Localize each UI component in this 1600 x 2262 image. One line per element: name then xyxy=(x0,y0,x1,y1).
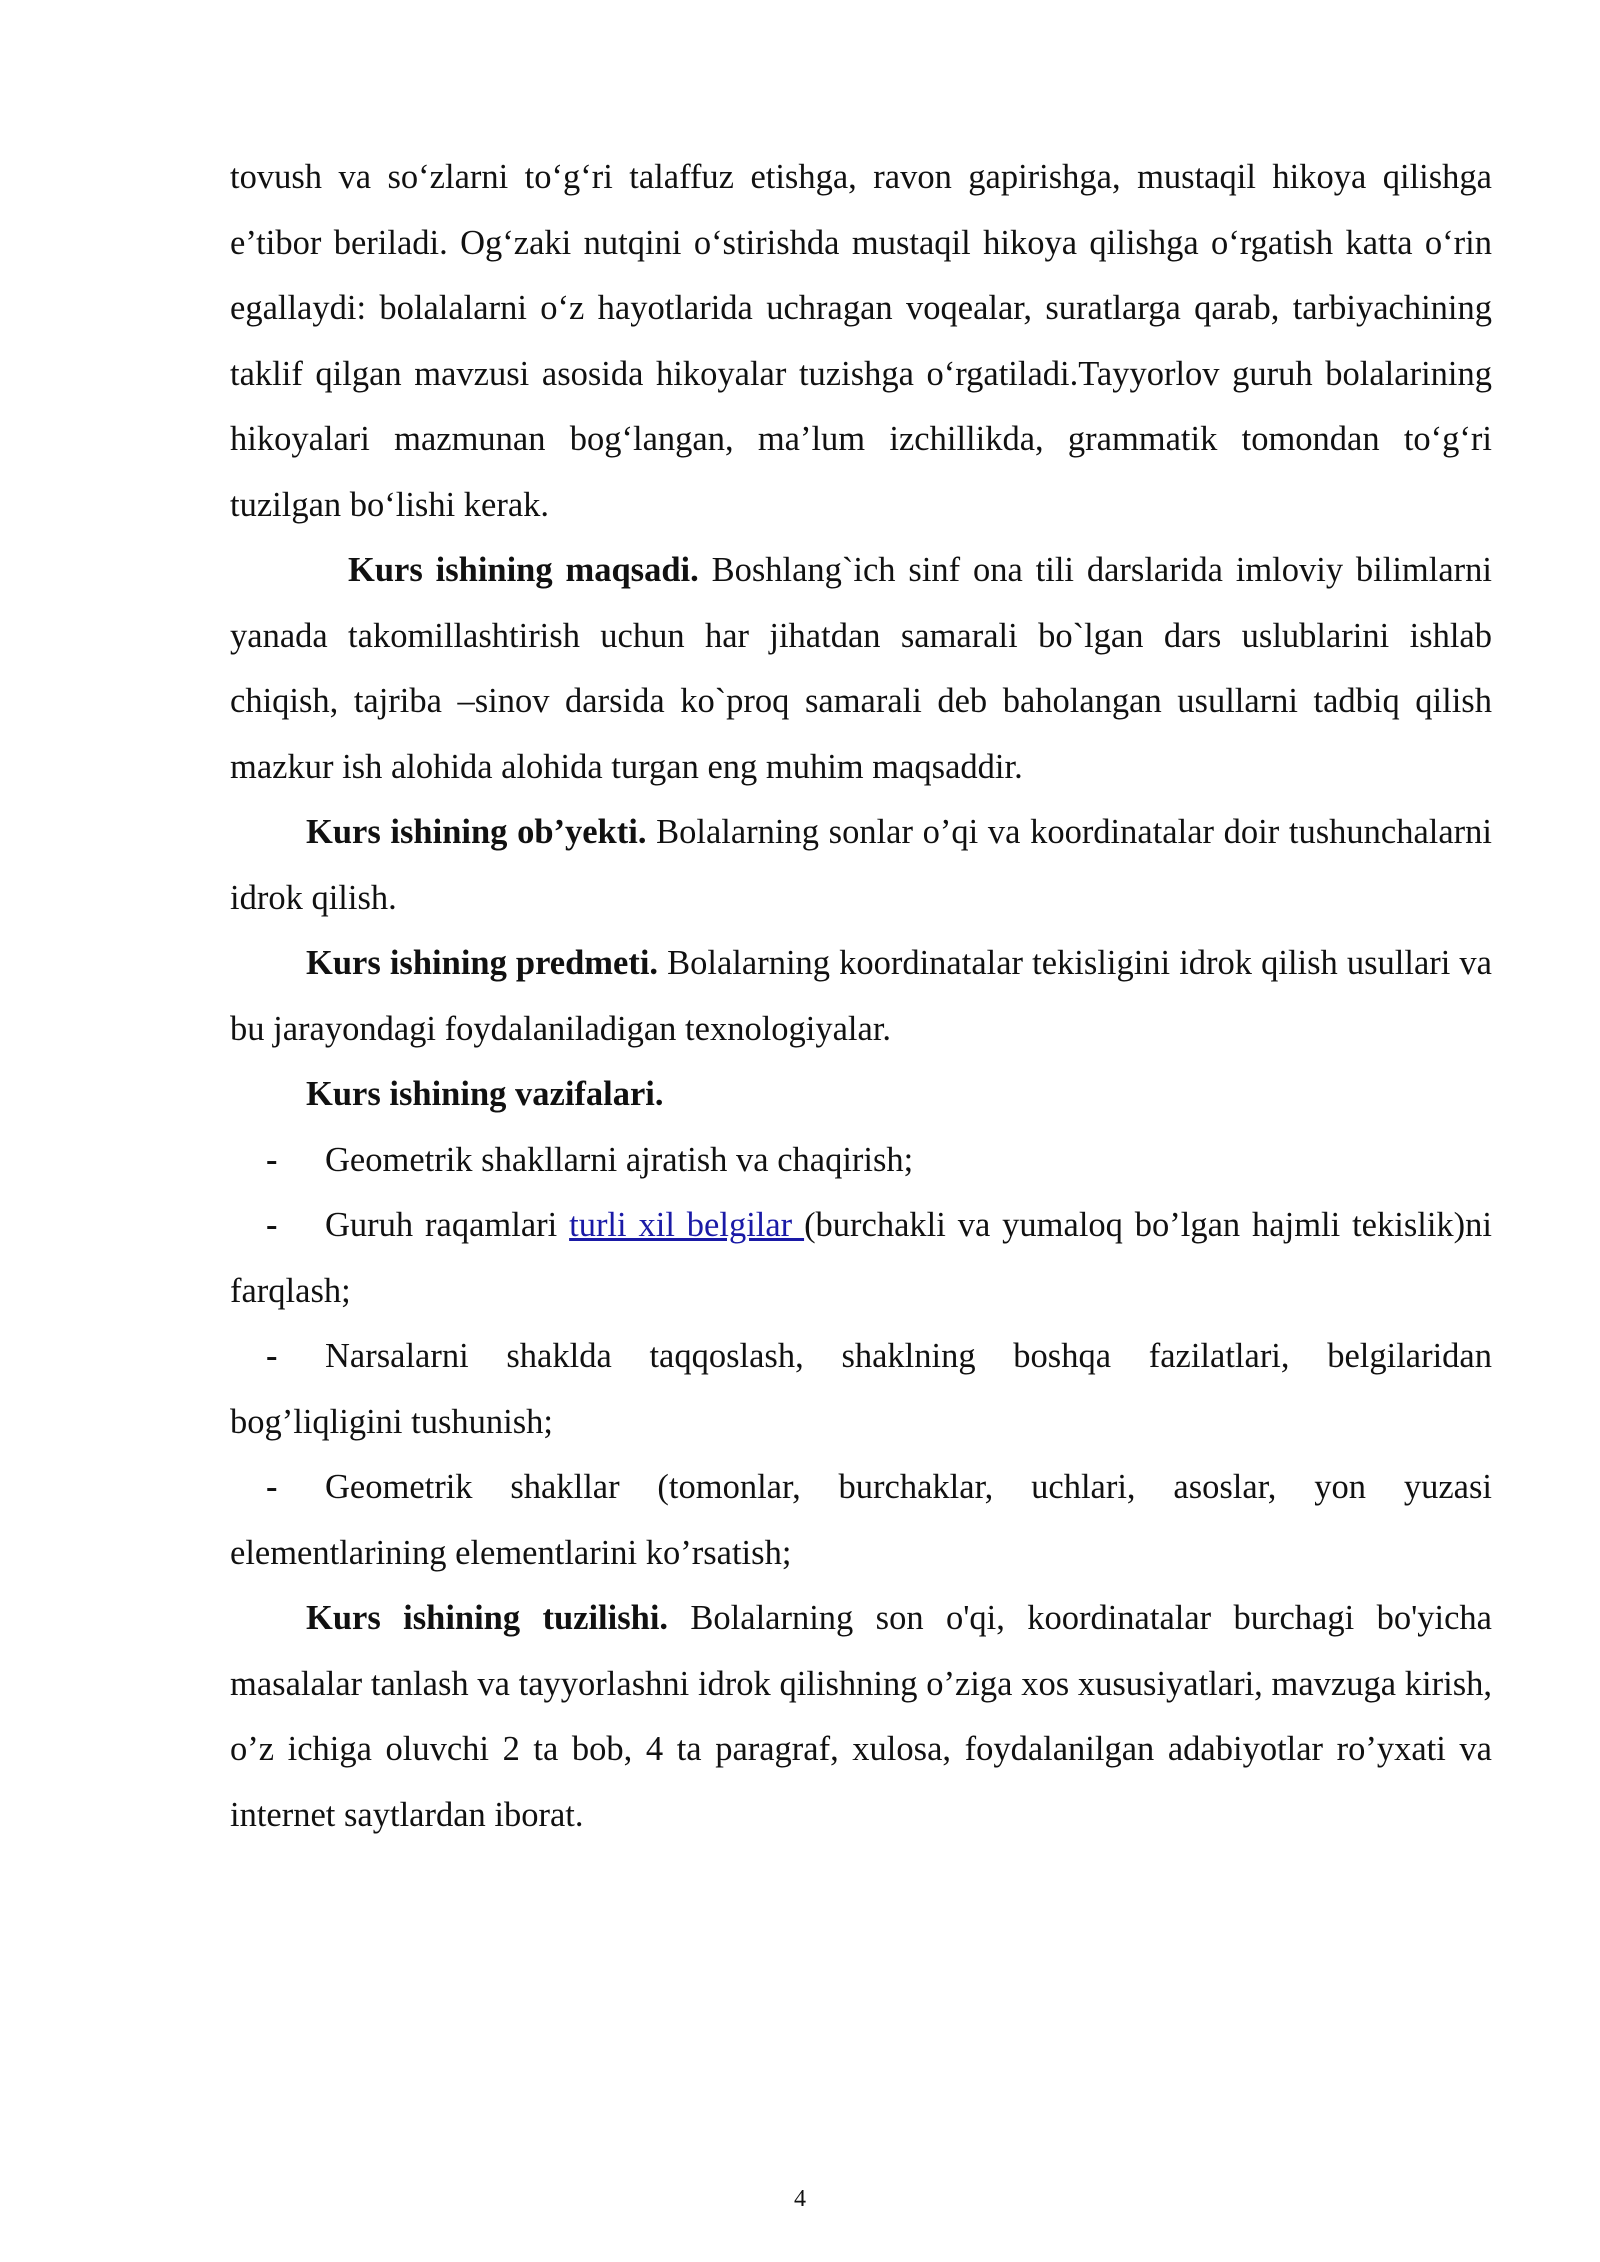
task-item-3 xyxy=(230,1324,1492,1455)
paragraph-tasks-heading xyxy=(230,1062,1492,1128)
task-item-4 xyxy=(230,1455,1492,1586)
dash-bullet: - xyxy=(266,1140,278,1179)
subject-heading: Kurs ishining predmeti. xyxy=(306,944,659,982)
paragraph-object xyxy=(230,800,1492,931)
dash-bullet: - xyxy=(266,1337,278,1375)
subject-text: Bolalarning koordinatalar tekisligini idrok qilish usullari va bu jarayondagi foydalaniladigan texnologiyalar. xyxy=(230,944,1492,1048)
task-text-2-end: (burchakli va yumaloq bo’lgan hajmli tekislik)ni farqlash; xyxy=(230,1206,1493,1310)
task-text-3: Narsalarni shaklda taqqoslash, shaklning boshqa fazilatlari, belgilaridan bog’liqligini tushunish; xyxy=(230,1337,1492,1441)
structure-heading: Kurs ishining tuzilishi. xyxy=(306,1599,669,1637)
document-body xyxy=(230,145,1492,1848)
object-text: Bolalarning sonlar o’qi va koordinatalar doir tushunchalarni idrok qilish. xyxy=(230,813,1492,917)
task-text-1: Geometrik shakllarni ajratish va chaqirish; xyxy=(325,1140,914,1179)
dash-bullet: - xyxy=(266,1206,278,1244)
page-number: 4 xyxy=(794,2186,806,2212)
tasks-heading: Kurs ishining vazifalari. xyxy=(306,1075,664,1113)
paragraph-goal xyxy=(230,538,1492,800)
task-item-1 xyxy=(230,1128,1492,1194)
structure-text: Bolalarning son o'qi, koordinatalar burchagi bo'yicha masalalar tanlash va tayyorlashni idrok qilishning o’ziga xos xususiyatlari, mavzuga kirish, o’z ichiga oluvchi 2 ta bob, 4 ta paragraf, xulosa, foydalanilgan adabiyotlar ro’yxati va internet saytlardan iborat. xyxy=(230,1599,1492,1834)
task-text-4: Geometrik shakllar (tomonlar, burchaklar, uchlari, asoslar, yon yuzasi elementlarining elementlarini ko’rsatish; xyxy=(230,1468,1492,1572)
dash-bullet: - xyxy=(266,1468,278,1506)
paragraph-intro: tovush va so‘zlarni to‘g‘ri talaffuz etishga, ravon gapirishga, mustaqil hikoya qilishga e’tibor beriladi. Og‘zaki nutqini o‘stirishda mustaqil hikoya qilishga o‘rgatish katta o‘rin egallaydi: bolalalarni o‘z hayotlarida uchragan voqealar, suratlarga qarab, tarbiyachining taklif qilgan mavzusi asosida hikoyalar tuzishga o‘rgatiladi.Tayyorlov guruh bolalarining hikoyalari mazmunan bog‘langan, ma’lum izchillikda, grammatik tomondan to‘g‘ri tuzilgan bo‘lishi kerak. xyxy=(230,158,1492,524)
goal-text: Boshlang`ich sinf ona tili darslarida imloviy bilimlarni yanada takomillashtirish uchun har jihatdan samarali bo`lgan dars uslublarini ishlab chiqish, tajriba –sinov darsida ko`proq samarali deb baholangan usullarni tadbiq qilish mazkur ish alohida alohida turgan eng muhim maqsaddir. xyxy=(230,551,1492,786)
goal-heading: Kurs ishining maqsadi. xyxy=(348,551,699,589)
paragraph-subject xyxy=(230,931,1492,1062)
object-heading: Kurs ishining ob’yekti. xyxy=(306,813,647,851)
task-text-2-start: Guruh raqamlari xyxy=(325,1206,570,1244)
paragraph-structure xyxy=(230,1586,1492,1848)
belgilar-link[interactable]: turli xil belgilar xyxy=(569,1206,805,1244)
task-item-2 xyxy=(230,1193,1492,1324)
